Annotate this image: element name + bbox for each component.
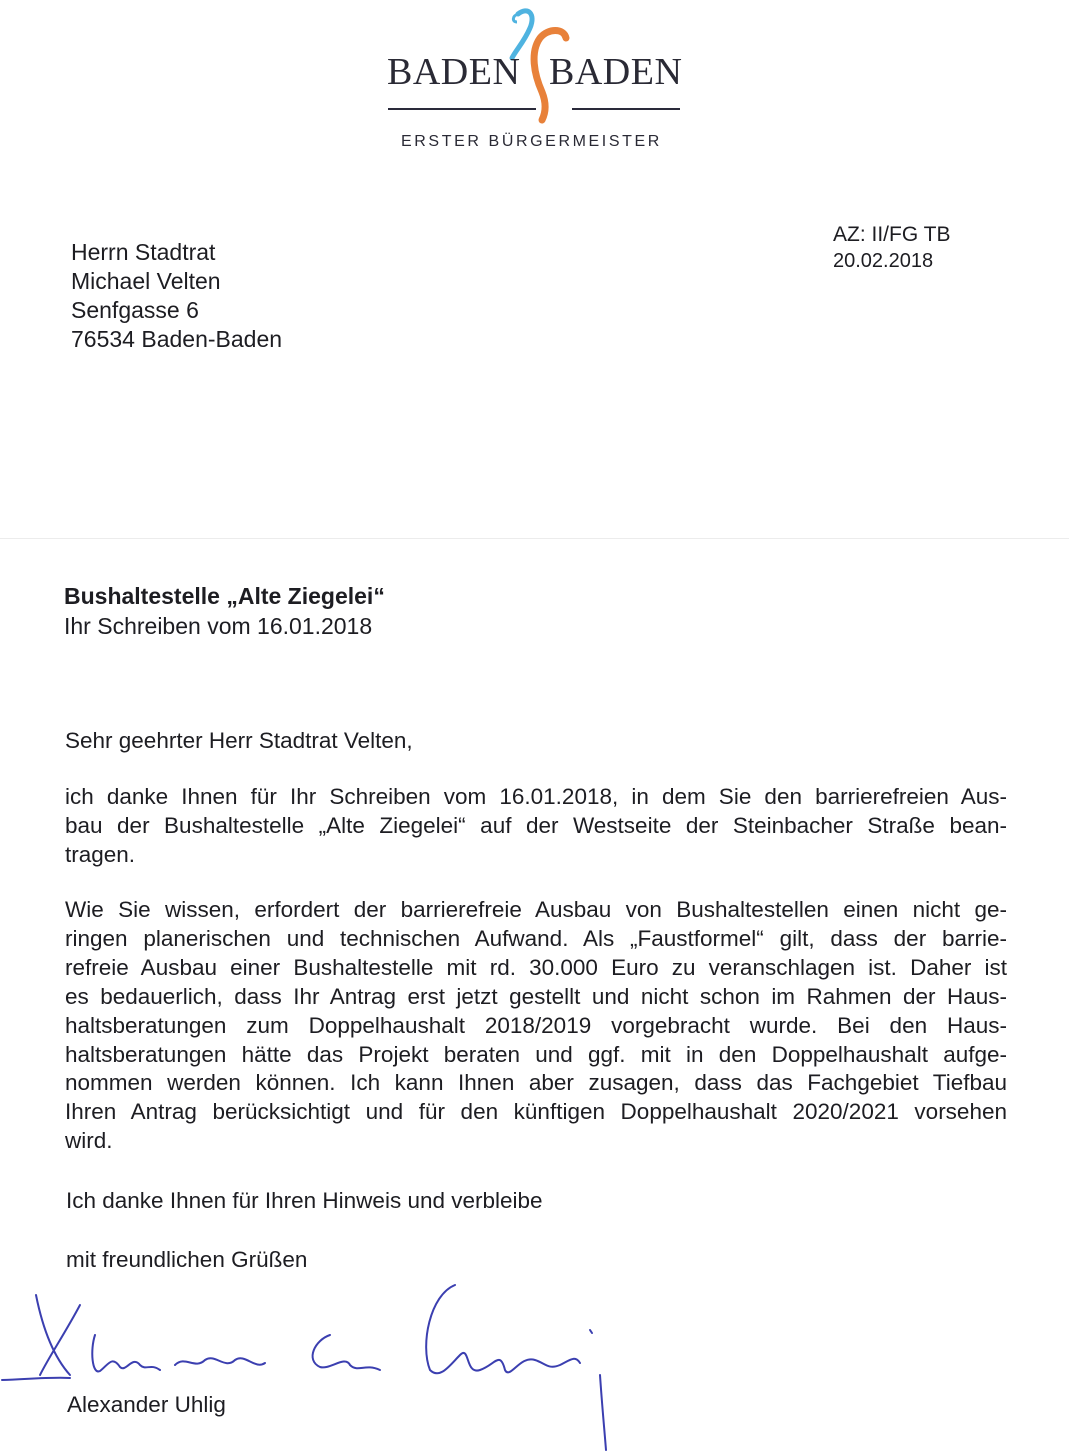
address-line: Senfgasse 6: [71, 297, 199, 323]
subject-block: [64, 581, 385, 641]
letter-date: 20.02.2018: [833, 250, 934, 272]
signatory-name: Alexander Uhlig: [67, 1392, 226, 1417]
regards: mit freundlichen Grüßen: [66, 1247, 308, 1272]
logo-rule-left: [388, 108, 536, 110]
text-line: haltsberatungen zum Doppelhaushalt 2018/2019 vorgebracht wurde. Bei den Haus-: [65, 1012, 1007, 1038]
logo-rule-right: [572, 108, 680, 110]
logo-city-left: BADEN: [387, 51, 521, 93]
handwritten-signature: [0, 1275, 620, 1451]
address-line: Herrn Stadtrat: [71, 239, 216, 265]
closing-line: Ich danke Ihnen für Ihren Hinweis und verbleibe: [66, 1188, 543, 1213]
address-line: 76534 Baden-Baden: [71, 326, 283, 352]
subject-reference: Ihr Schreiben vom 16.01.2018: [64, 613, 373, 639]
salutation: Sehr geehrter Herr Stadtrat Velten,: [65, 728, 413, 753]
text-line: nommen werden können. Ich kann Ihnen aber zusagen, dass das Fachgebiet Tiefbau: [65, 1070, 1007, 1096]
paragraph-1: [65, 782, 1007, 869]
text-line: Ihren Antrag berücksichtigt und für den künftigen Doppelhaushalt 2020/2021 vorsehen: [65, 1099, 1007, 1125]
recipient-address: [71, 238, 282, 354]
text-line: wird.: [65, 1128, 113, 1154]
text-line: Wie Sie wissen, erfordert der barrierefreie Ausbau von Bushaltestellen einen nicht ge-: [65, 897, 1007, 922]
paragraph-2: [65, 896, 1007, 1156]
text-line: es bedauerlich, dass Ihr Antrag erst jetzt gestellt und nicht schon im Rahmen der Haus-: [65, 983, 1007, 1009]
logo-city-right: BADEN: [549, 51, 683, 93]
reference-block: [833, 222, 950, 274]
text-line: bau der Bushaltestelle „Alte Ziegelei“ auf der Westseite der Steinbacher Straße bean-: [65, 813, 1007, 838]
text-line: ringen planerischen und technischen Aufwand. Als „Faustformel“ gilt, dass der barrie-: [65, 925, 1007, 951]
text-line: tragen.: [65, 842, 136, 867]
address-line: Michael Velten: [71, 268, 221, 294]
fold-line: [0, 538, 1069, 539]
office-title: ERSTER BÜRGERMEISTER: [401, 133, 662, 150]
text-line: ich danke Ihnen für Ihr Schreiben vom 16.01.2018, in dem Sie den barrierefreien Aus-: [65, 784, 1007, 809]
file-reference: AZ: II/FG TB: [833, 223, 951, 246]
subject-title: Bushaltestelle „Alte Ziegelei“: [64, 583, 385, 609]
text-line: haltsberatungen hätte das Projekt beraten und ggf. mit in den Doppelhaushalt aufge-: [65, 1041, 1007, 1067]
text-line: refreie Ausbau einer Bushaltestelle mit rd. 30.000 Euro zu veranschlagen ist. Daher ist: [65, 954, 1007, 980]
